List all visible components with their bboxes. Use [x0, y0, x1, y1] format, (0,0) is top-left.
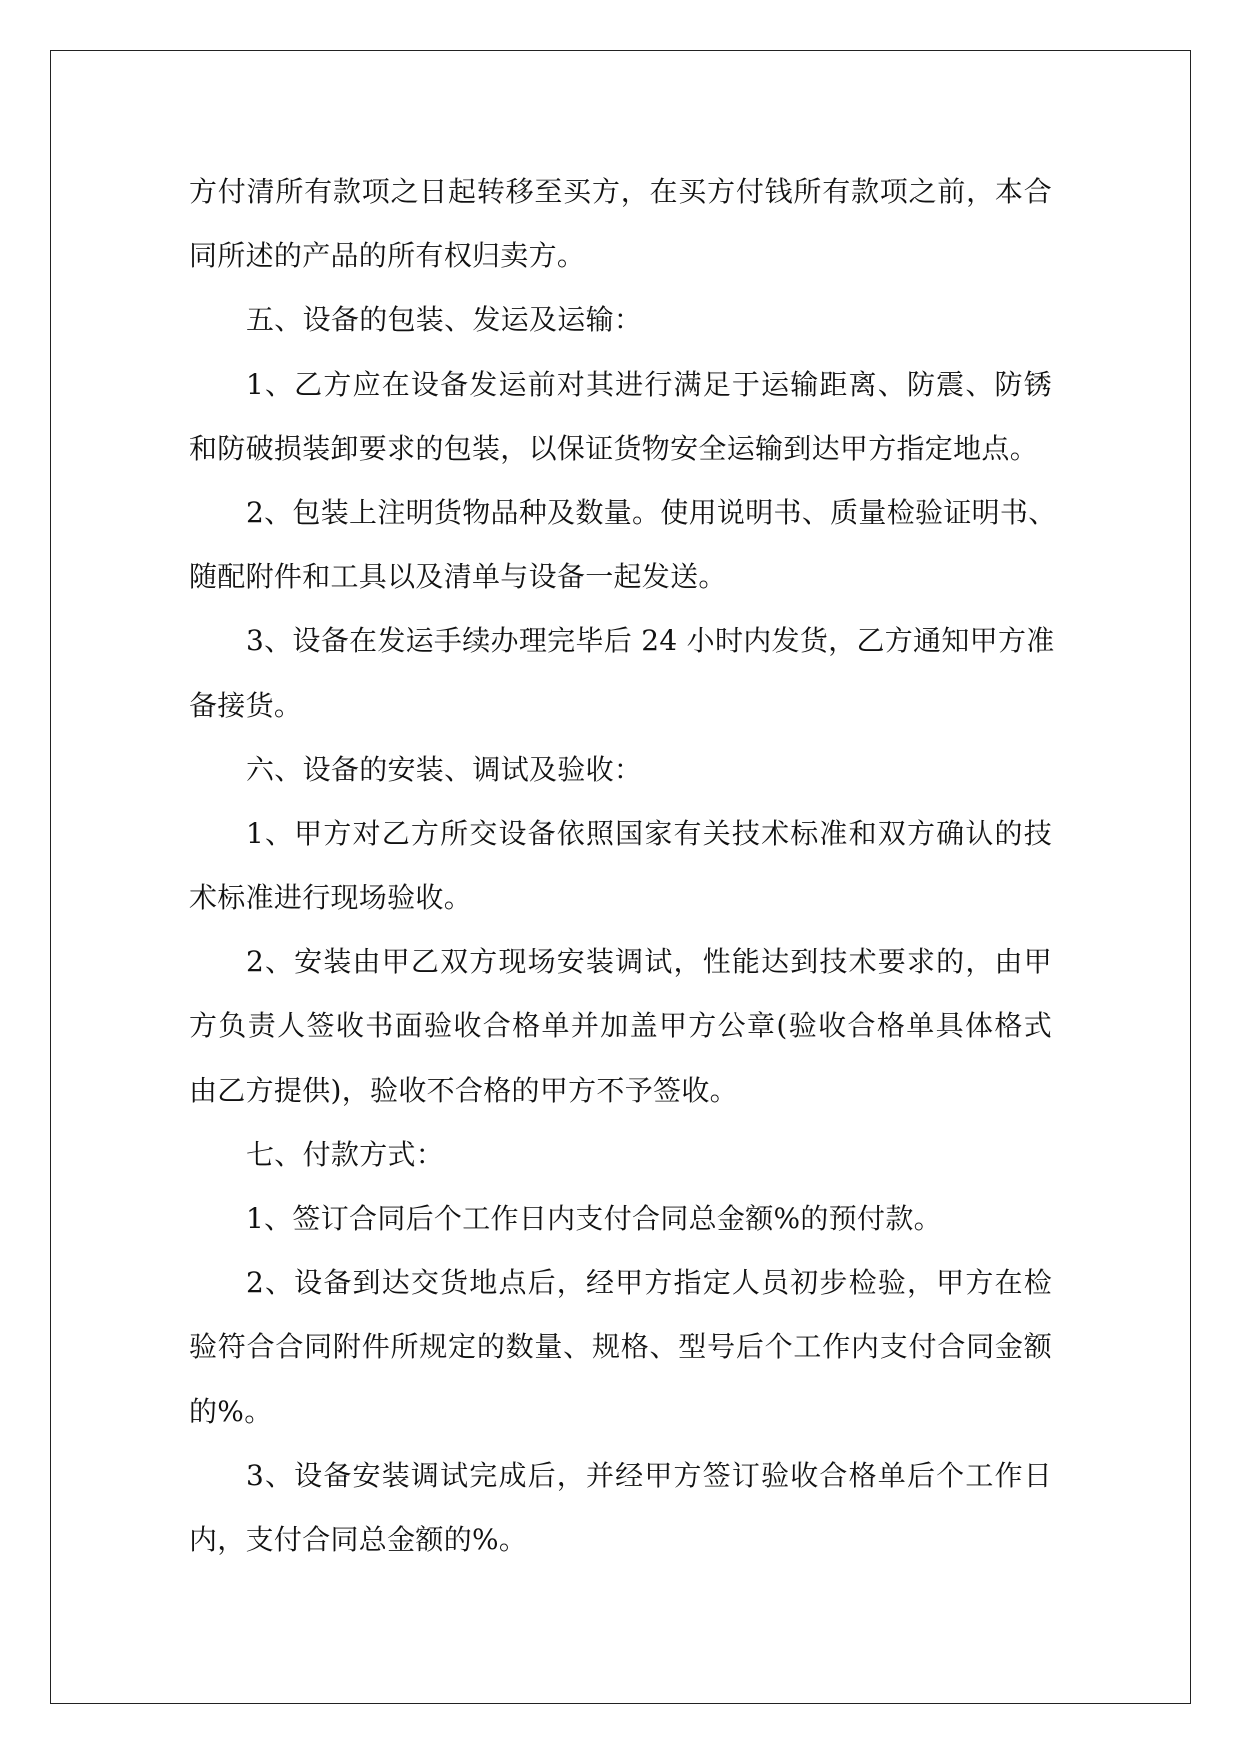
text-line: 方付清所有款项之日起转移至买方，在买方付钱所有款项之前，本合	[189, 175, 1052, 208]
section-heading: 七、付款方式：	[246, 1137, 445, 1171]
text-line: 3、设备安装调试完成后，并经甲方签订验收合格单后个工作日	[246, 1458, 1052, 1492]
text-line: 3、设备在发运手续办理完毕后 24 小时内发货，乙方通知甲方准	[246, 624, 1055, 658]
text-line: 1、甲方对乙方所交设备依照国家有关技术标准和双方确认的技	[246, 816, 1052, 850]
section-heading: 五、设备的包装、发运及运输：	[246, 303, 643, 337]
text-line: 同所述的产品的所有权归卖方。	[189, 239, 586, 273]
text-line: 验符合合同附件所规定的数量、规格、型号后个工作内支付合同金额	[189, 1330, 1052, 1364]
text-line: 内，支付合同总金额的%。	[189, 1522, 528, 1556]
text-line: 备接货。	[189, 688, 303, 722]
text-line: 随配附件和工具以及清单与设备一起发送。	[189, 560, 727, 594]
text-line: 1、乙方应在设备发运前对其进行满足于运输距离、防震、防锈	[246, 367, 1052, 401]
text-line: 方负责人签收书面验收合格单并加盖甲方公章(验收合格单具体格式	[189, 1009, 1052, 1043]
text-line: 由乙方提供)，验收不合格的甲方不予签收。	[189, 1073, 738, 1107]
text-line: 1、签订合同后个工作日内支付合同总金额%的预付款。	[246, 1202, 942, 1235]
text-line: 2、安装由甲乙双方现场安装调试，性能达到技术要求的，由甲	[246, 945, 1052, 979]
text-line: 术标准进行现场验收。	[189, 881, 473, 915]
text-line: 2、包装上注明货物品种及数量。使用说明书、质量检验证明书、	[246, 495, 1057, 529]
text-line: 和防破损装卸要求的包装，以保证货物安全运输到达甲方指定地点。	[189, 431, 1039, 465]
section-heading: 六、设备的安装、调试及验收：	[246, 752, 643, 786]
document-body	[189, 160, 1057, 1572]
text-line: 的%。	[189, 1394, 273, 1428]
text-line: 2、设备到达交货地点后，经甲方指定人员初步检验，甲方在检	[246, 1266, 1052, 1300]
